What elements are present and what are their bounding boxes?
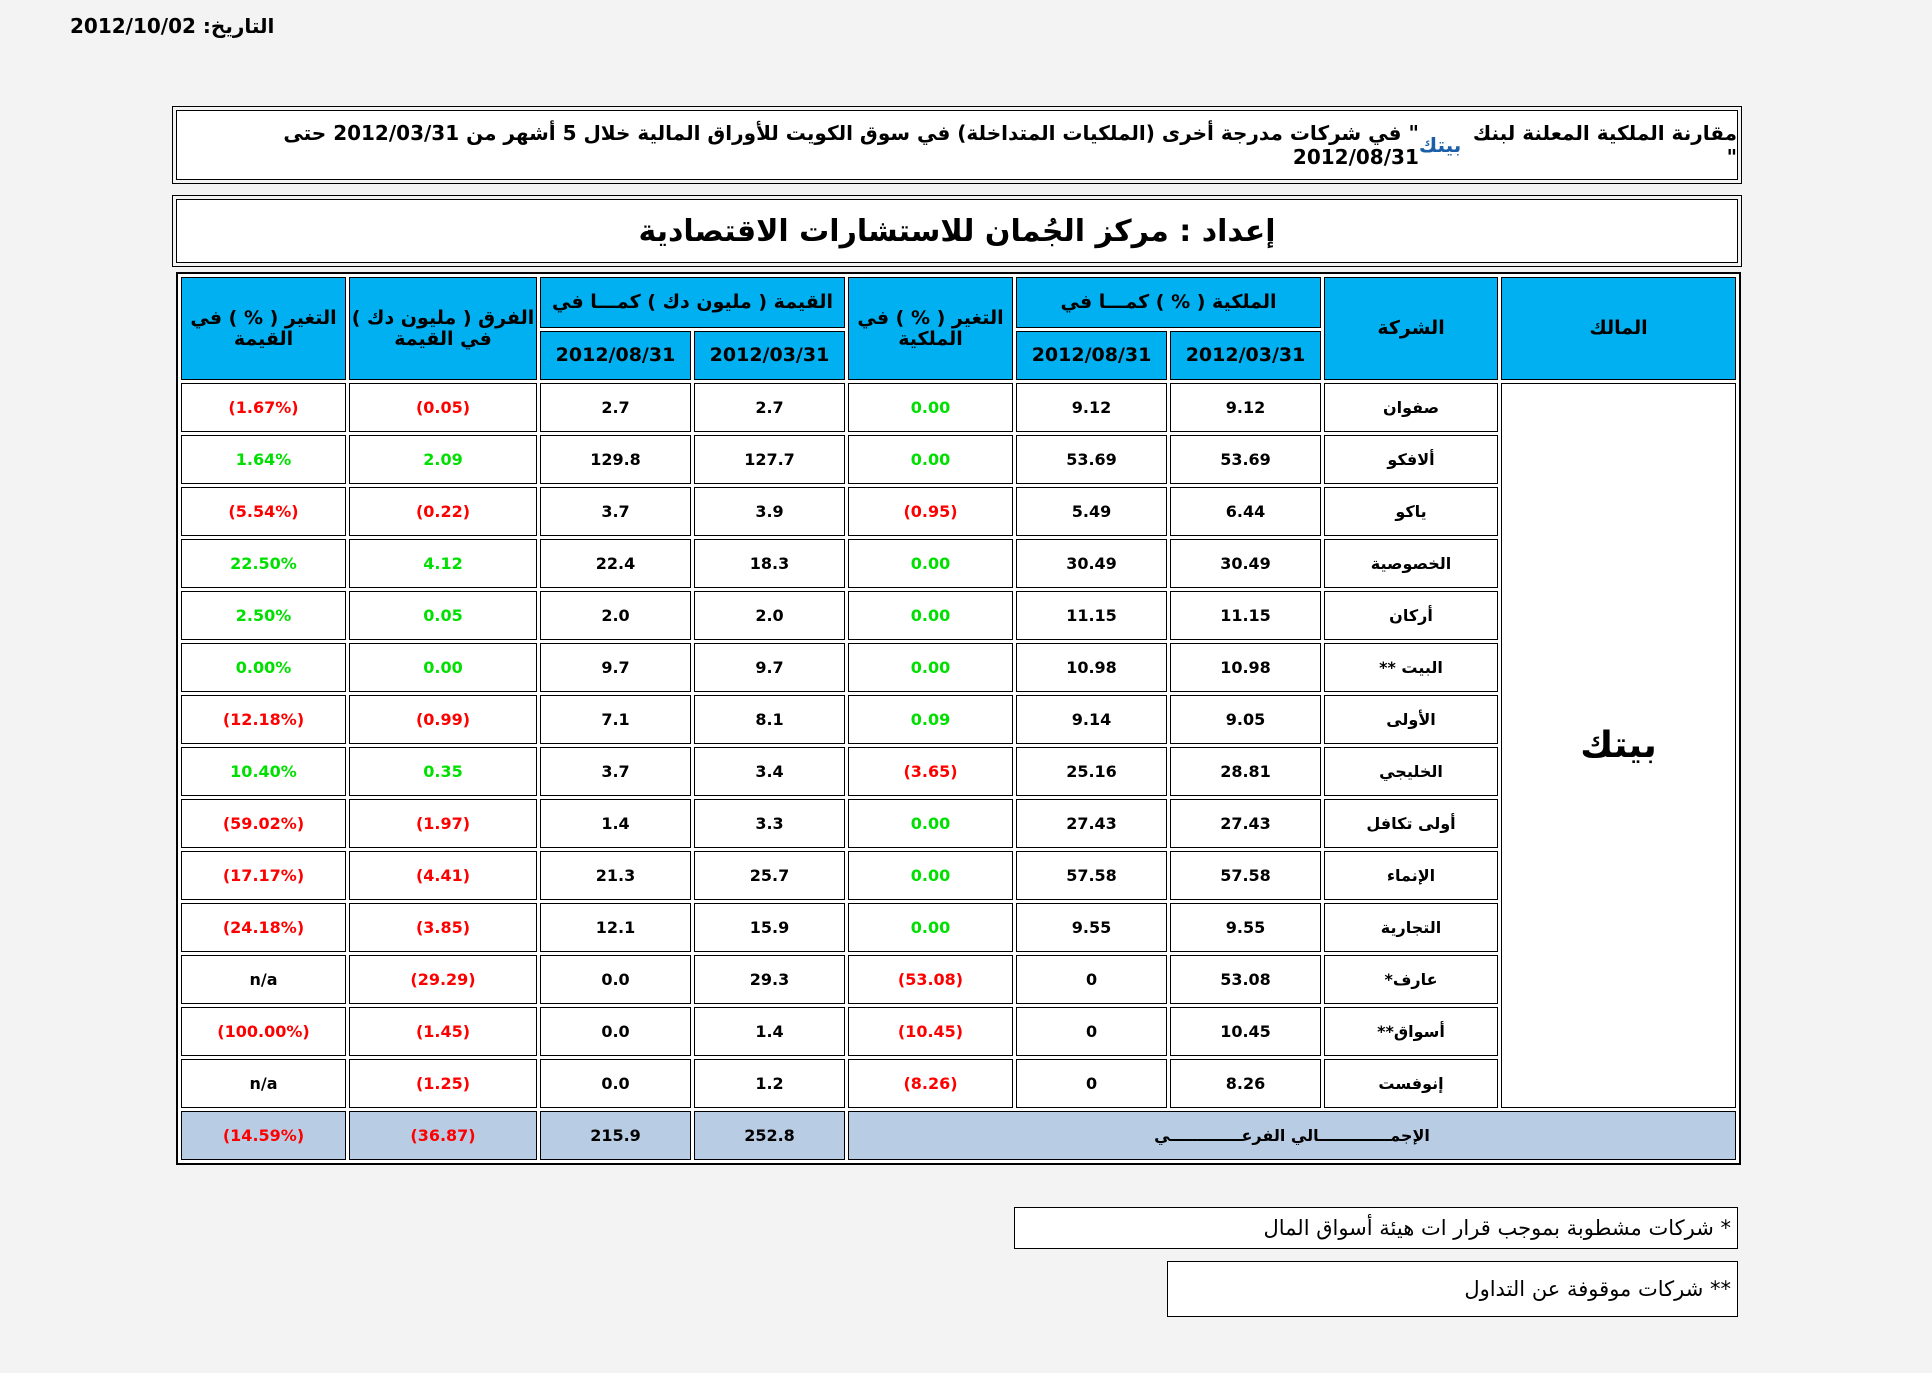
- cell-val-change: (12.18%): [181, 695, 346, 744]
- cell-val-diff: (0.05): [349, 383, 537, 432]
- cell-val-change: (59.02%): [181, 799, 346, 848]
- cell-val-date1: 25.7: [694, 851, 845, 900]
- header-ownership-change: التغير ( % ) في الملكية: [848, 277, 1013, 380]
- cell-val-date2: 7.1: [540, 695, 691, 744]
- caption-after: " في شركات مدرجة أخرى (الملكيات المتداخلة) في سوق الكويت للأوراق المالية خلال 5 أشهر من 2012/03/31 حتى 2012/08/31: [283, 121, 1419, 169]
- cell-val-change: 2.50%: [181, 591, 346, 640]
- cell-val-date2: 3.7: [540, 747, 691, 796]
- subtotal-label: الإجمـــــــــــــالي الفرعـــــــــــــي: [848, 1111, 1736, 1160]
- subtotal-row: [181, 1111, 1736, 1160]
- cell-own-change: (0.95): [848, 487, 1013, 536]
- cell-own-date1: 10.98: [1170, 643, 1321, 692]
- cell-company: الأولى: [1324, 695, 1498, 744]
- cell-own-change: 0.00: [848, 539, 1013, 588]
- note-delisted: * شركات مشطوبة بموجب قرار ات هيئة أسواق المال: [1014, 1207, 1738, 1249]
- cell-val-date2: 129.8: [540, 435, 691, 484]
- cell-val-diff: 0.00: [349, 643, 537, 692]
- report-caption: [176, 110, 1738, 180]
- cell-val-diff: (0.99): [349, 695, 537, 744]
- cell-val-date1: 9.7: [694, 643, 845, 692]
- cell-val-change: (24.18%): [181, 903, 346, 952]
- cell-val-date1: 18.3: [694, 539, 845, 588]
- cell-own-date2: 0: [1016, 1059, 1167, 1108]
- cell-own-change: 0.09: [848, 695, 1013, 744]
- cell-own-change: (3.65): [848, 747, 1013, 796]
- header-row-1: [181, 277, 1736, 328]
- table-body: [181, 383, 1736, 1108]
- cell-own-change: 0.00: [848, 435, 1013, 484]
- cell-own-date1: 10.45: [1170, 1007, 1321, 1056]
- cell-own-date1: 28.81: [1170, 747, 1321, 796]
- cell-val-change: n/a: [181, 955, 346, 1004]
- cell-val-date2: 9.7: [540, 643, 691, 692]
- cell-own-date2: 5.49: [1016, 487, 1167, 536]
- caption-bank-name: بيتك: [1418, 133, 1462, 157]
- cell-company: أولى تكافل: [1324, 799, 1498, 848]
- subtotal-val-change: (14.59%): [181, 1111, 346, 1160]
- caption-before: مقارنة الملكية المعلنة لبنك ": [1472, 121, 1737, 169]
- cell-val-change: (5.54%): [181, 487, 346, 536]
- cell-own-date1: 9.12: [1170, 383, 1321, 432]
- cell-own-date2: 9.55: [1016, 903, 1167, 952]
- subtotal-val-diff: (36.87): [349, 1111, 537, 1160]
- cell-company: عارف*: [1324, 955, 1498, 1004]
- header-ownership-group: الملكية ( % ) كمـــا في: [1016, 277, 1321, 328]
- cell-val-date1: 15.9: [694, 903, 845, 952]
- ownership-table: [176, 272, 1741, 1165]
- cell-val-date2: 3.7: [540, 487, 691, 536]
- cell-own-date2: 0: [1016, 955, 1167, 1004]
- cell-val-diff: (1.97): [349, 799, 537, 848]
- cell-own-change: (8.26): [848, 1059, 1013, 1108]
- cell-val-diff: 0.05: [349, 591, 537, 640]
- cell-own-date2: 25.16: [1016, 747, 1167, 796]
- cell-own-date2: 10.98: [1016, 643, 1167, 692]
- cell-val-change: n/a: [181, 1059, 346, 1108]
- cell-own-date2: 27.43: [1016, 799, 1167, 848]
- header-company: الشركة: [1324, 277, 1498, 380]
- cell-company: الإنماء: [1324, 851, 1498, 900]
- cell-val-change: 0.00%: [181, 643, 346, 692]
- report-date: التاريخ: 2012/10/02: [70, 14, 275, 38]
- cell-own-date1: 53.69: [1170, 435, 1321, 484]
- cell-val-change: (17.17%): [181, 851, 346, 900]
- subtotal-val-date1: 252.8: [694, 1111, 845, 1160]
- note-suspended: ** شركات موقوفة عن التداول: [1167, 1261, 1738, 1317]
- cell-val-date1: 1.2: [694, 1059, 845, 1108]
- cell-val-date2: 0.0: [540, 1059, 691, 1108]
- cell-val-date2: 22.4: [540, 539, 691, 588]
- cell-val-date1: 1.4: [694, 1007, 845, 1056]
- cell-own-date1: 6.44: [1170, 487, 1321, 536]
- cell-val-date1: 2.7: [694, 383, 845, 432]
- header-ownership-date1: 2012/03/31: [1170, 331, 1321, 380]
- cell-company: ياكو: [1324, 487, 1498, 536]
- cell-val-date2: 12.1: [540, 903, 691, 952]
- cell-own-date2: 57.58: [1016, 851, 1167, 900]
- cell-val-date2: 21.3: [540, 851, 691, 900]
- cell-val-diff: (1.25): [349, 1059, 537, 1108]
- cell-own-change: 0.00: [848, 591, 1013, 640]
- header-value-change: التغير ( % ) في القيمة: [181, 277, 346, 380]
- cell-company: صفوان: [1324, 383, 1498, 432]
- cell-company: إنوفست: [1324, 1059, 1498, 1108]
- cell-val-date1: 3.9: [694, 487, 845, 536]
- cell-val-diff: 0.35: [349, 747, 537, 796]
- cell-val-change: 10.40%: [181, 747, 346, 796]
- cell-val-date2: 1.4: [540, 799, 691, 848]
- cell-val-change: 1.64%: [181, 435, 346, 484]
- cell-val-date1: 2.0: [694, 591, 845, 640]
- cell-val-diff: (4.41): [349, 851, 537, 900]
- prepared-by-banner: إعداد : مركز الجُمان للاستشارات الاقتصادية: [176, 199, 1738, 263]
- cell-val-date1: 29.3: [694, 955, 845, 1004]
- cell-val-diff: (29.29): [349, 955, 537, 1004]
- cell-own-date1: 11.15: [1170, 591, 1321, 640]
- cell-company: أسواق**: [1324, 1007, 1498, 1056]
- cell-val-date2: 2.7: [540, 383, 691, 432]
- cell-own-date1: 8.26: [1170, 1059, 1321, 1108]
- cell-own-date2: 9.12: [1016, 383, 1167, 432]
- cell-own-date1: 9.05: [1170, 695, 1321, 744]
- cell-val-diff: 2.09: [349, 435, 537, 484]
- cell-company: الخصوصية: [1324, 539, 1498, 588]
- cell-own-change: 0.00: [848, 903, 1013, 952]
- cell-val-date2: 0.0: [540, 955, 691, 1004]
- cell-val-diff: (3.85): [349, 903, 537, 952]
- header-owner: المالك: [1501, 277, 1736, 380]
- cell-own-date2: 30.49: [1016, 539, 1167, 588]
- cell-own-change: (10.45): [848, 1007, 1013, 1056]
- cell-own-date1: 27.43: [1170, 799, 1321, 848]
- cell-own-date2: 53.69: [1016, 435, 1167, 484]
- cell-val-date1: 3.4: [694, 747, 845, 796]
- owner-cell: بيتك: [1501, 383, 1736, 1108]
- cell-own-date2: 0: [1016, 1007, 1167, 1056]
- cell-val-date2: 0.0: [540, 1007, 691, 1056]
- cell-val-date2: 2.0: [540, 591, 691, 640]
- cell-val-date1: 3.3: [694, 799, 845, 848]
- cell-val-diff: (1.45): [349, 1007, 537, 1056]
- header-ownership-date2: 2012/08/31: [1016, 331, 1167, 380]
- cell-own-change: 0.00: [848, 851, 1013, 900]
- header-value-diff: الفرق ( مليون دك ) في القيمة: [349, 277, 537, 380]
- cell-company: أركان: [1324, 591, 1498, 640]
- cell-own-date1: 53.08: [1170, 955, 1321, 1004]
- cell-val-diff: (0.22): [349, 487, 537, 536]
- cell-val-change: (100.00%): [181, 1007, 346, 1056]
- header-value-group: القيمة ( مليون دك ) كمـــا في: [540, 277, 845, 328]
- cell-val-change: 22.50%: [181, 539, 346, 588]
- cell-own-date1: 57.58: [1170, 851, 1321, 900]
- cell-own-change: (53.08): [848, 955, 1013, 1004]
- subtotal-val-date2: 215.9: [540, 1111, 691, 1160]
- cell-val-date1: 127.7: [694, 435, 845, 484]
- cell-company: البيت **: [1324, 643, 1498, 692]
- cell-own-change: 0.00: [848, 383, 1013, 432]
- table-row: [181, 383, 1736, 432]
- cell-own-date2: 11.15: [1016, 591, 1167, 640]
- cell-own-change: 0.00: [848, 643, 1013, 692]
- cell-own-date1: 30.49: [1170, 539, 1321, 588]
- cell-company: الخليجي: [1324, 747, 1498, 796]
- cell-company: ألافكو: [1324, 435, 1498, 484]
- cell-val-change: (1.67%): [181, 383, 346, 432]
- cell-own-change: 0.00: [848, 799, 1013, 848]
- cell-own-date1: 9.55: [1170, 903, 1321, 952]
- cell-val-date1: 8.1: [694, 695, 845, 744]
- header-value-date2: 2012/08/31: [540, 331, 691, 380]
- cell-own-date2: 9.14: [1016, 695, 1167, 744]
- cell-val-diff: 4.12: [349, 539, 537, 588]
- header-value-date1: 2012/03/31: [694, 331, 845, 380]
- cell-company: التجارية: [1324, 903, 1498, 952]
